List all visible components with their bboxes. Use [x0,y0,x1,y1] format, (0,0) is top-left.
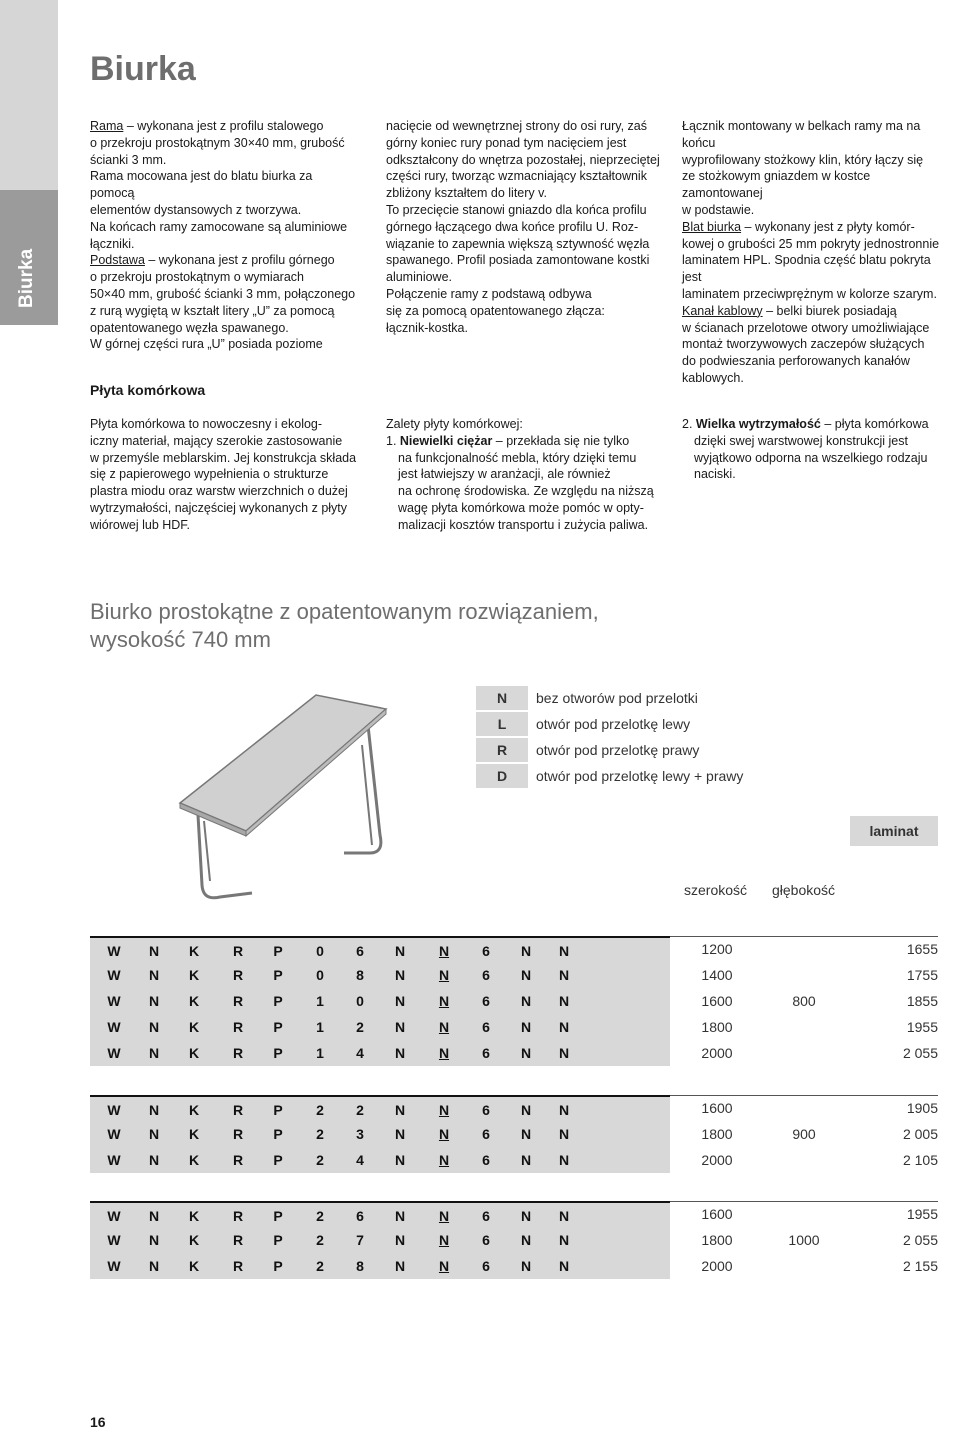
text-line: nacięcie od wewnętrznej strony do osi rury, zaś [386,119,647,133]
code-cell: N [394,1258,406,1274]
code-cell: W [107,1019,121,1035]
legend-code: D [476,764,528,788]
code-cell: W [107,1126,121,1142]
text-line: To przecięcie stanowi gniazdo dla końca profilu [386,202,647,217]
text-line: wiązanie to zapewnia większą sztywność węzła [386,236,650,251]
code-cell: K [188,1102,200,1118]
code-cells [90,1040,670,1066]
code-cell: N [558,1019,570,1035]
text-line: 50×40 mm, grubość ścianki 3 mm, połączonego [90,286,356,301]
code-cell: N [394,1126,406,1142]
text-line: laminatem HPL. Spodnia część blatu pokryta jest [682,253,931,285]
code-cell: N [558,993,570,1009]
legend-code: N [476,686,528,710]
legend-desc: otwór pod przelotkę prawy [536,742,700,758]
code-cell: 6 [482,1232,490,1248]
code-cell: N [438,1258,450,1274]
code-cell: P [273,1258,283,1274]
width-value: 1800 [701,1232,733,1248]
legend-desc: otwór pod przelotkę lewy [536,716,691,732]
code-cell: N [558,967,570,983]
text-line: Łącznik montowany w belkach ramy ma na końcu [682,119,921,150]
code-cell: 2 [356,1102,364,1118]
text-line: wyprofilowany stożkowy klin, który łączy się [682,152,924,167]
code-cell: W [107,1232,121,1248]
code-cell: N [438,1152,450,1168]
text-line: wytrzymałości, najczęściej wykonanych z płyty [90,500,348,515]
code-cell: 6 [482,967,490,983]
table-row [90,1014,938,1040]
code-cell: P [273,993,283,1009]
laminat-value: 2 105 [902,1152,938,1168]
section-heading-plyta: Płyta komórkowa [90,382,206,398]
width-value: 1200 [701,941,733,957]
text-line: na funkcjonalność mebla, który dzięki temu [398,450,637,465]
code-cell: N [558,1208,570,1224]
code-cell: 6 [482,1258,490,1274]
desk-illustration [140,685,400,915]
text-line: się za pomocą opatentowanego złącza: [386,303,605,318]
depth-value: 800 [792,993,816,1009]
code-cell: N [438,967,450,983]
text-line: wyjątkowo odporna na wszelkiego rodzaju [694,450,928,465]
text-line: Zalety płyty komórkowej: [386,417,523,431]
text-line: o przekroju prostokątnym 30×40 mm, grubość [90,135,345,150]
table-row [90,962,938,988]
depth-value: 1000 [788,1232,820,1248]
code-cell: R [232,993,244,1009]
text-line: wiórowej lub HDF. [90,517,191,532]
side-tab [0,0,58,325]
code-cell: K [188,1019,200,1035]
code-cell: K [188,1208,200,1224]
text-line: Połączenie ramy z podstawą odbywa [386,286,592,301]
text-line: się z papierowego wypełnienia o strukturze [90,467,329,482]
code-cell: P [273,967,283,983]
code-cell: N [520,1126,532,1142]
code-cell: W [107,943,121,959]
code-cell: 6 [482,1102,490,1118]
code-cell: N [394,1019,406,1035]
podstawa-term: Podstawa [90,253,145,268]
text-line: plastra miodu oraz warstw wierzchnich o dużej [90,484,348,499]
code-cell: W [107,993,121,1009]
code-cell: 1 [316,1045,324,1061]
code-cell: 6 [482,943,490,959]
header-glebokosc: głębokość [772,882,836,898]
text-line: Na końcach ramy zamocowane są aluminiowe [90,219,348,234]
code-cell: N [148,1208,160,1224]
code-cells [90,988,670,1014]
legend-item [476,712,776,736]
depth-value: 900 [792,1126,816,1142]
item1-text: – przekłada się nie tylko [492,433,630,448]
header-szerokosc: szerokość [684,882,748,898]
code-cell: N [558,943,570,959]
code-cell: N [520,993,532,1009]
text-line: malizacji kosztów transportu i zużycia paliwa. [398,517,649,532]
header-laminat: laminat [850,816,938,846]
text-line: elementów dystansowych z tworzywa. [90,202,302,217]
code-cell: N [520,967,532,983]
code-cell: N [558,1258,570,1274]
legend-item [476,686,776,710]
text-line: ścianki 3 mm. [90,152,167,167]
table-row [90,936,938,962]
text-line: zbliżony kształtem do litery v. [386,186,547,201]
code-cell: N [520,1208,532,1224]
code-cell: 2 [316,1126,324,1142]
width-value: 1800 [701,1019,733,1035]
code-cell: N [394,1232,406,1248]
code-cell: R [232,1258,244,1274]
table-row [90,1040,938,1066]
plyta-column-3 [682,416,952,483]
text-line: wagę płyta komórkowa może pomóc w opty- [398,500,644,515]
laminat-value: 1955 [906,1206,938,1222]
plyta-column-2 [386,416,666,534]
code-cell: R [232,1102,244,1118]
code-cell: N [394,1152,406,1168]
code-cell: K [188,1258,200,1274]
code-cell: 4 [356,1045,364,1061]
table-row [90,1253,938,1279]
kanal-text: – belki biurek posiadają [762,303,897,318]
code-cell: K [188,1126,200,1142]
code-cell: R [232,1019,244,1035]
rama-text: – wykonana jest z profilu stalowego [123,119,324,133]
code-cell: N [558,1152,570,1168]
text-line: z rurą wygiętą w kształt litery „U” za pomocą [90,303,335,318]
code-cells [90,1201,670,1227]
laminat-value: 1955 [906,1019,938,1035]
code-cell: 2 [316,1152,324,1168]
code-cell: N [148,967,160,983]
side-tab-label: Biurka [16,248,37,308]
text-line: odkształcony do wnętrza pozostałej, nieprzeciętej [386,152,660,167]
code-cell: K [188,967,200,983]
product-title-line-2: wysokość 740 mm [90,627,271,652]
code-cell: N [438,993,450,1009]
text-line: na ochronę środowiska. Ze względu na niższą [398,484,654,499]
code-cell: N [520,943,532,959]
text-line: górny koniec rury ponad tym nacięciem jest [386,135,627,150]
code-cell: K [188,1232,200,1248]
item2-text: – płyta komórkowa [820,417,929,431]
text-line: kablowych. [682,370,744,385]
code-cell: N [558,1232,570,1248]
intro-column-3 [682,118,952,387]
list-number: 2. [682,417,696,431]
code-cell: N [438,1019,450,1035]
text-line: iczny materiał, mający szerokie zastosowanie [90,433,343,448]
width-value: 1400 [701,967,733,983]
code-cell: N [558,1126,570,1142]
table-row [90,1147,938,1173]
code-cell: N [520,1045,532,1061]
code-cell: N [438,1232,450,1248]
code-cell: 7 [356,1232,364,1248]
width-value: 1600 [701,1206,733,1222]
podstawa-text: – wykonana jest z profilu górnego [144,253,335,268]
code-cell: N [148,1152,160,1168]
code-cell: P [273,1126,283,1142]
legend-desc: bez otworów pod przelotki [536,690,698,706]
code-cell: W [107,1258,121,1274]
text-line: o przekroju prostokątnym o wymiarach [90,270,304,285]
laminat-value: 2 155 [902,1258,938,1274]
width-value: 1600 [701,1100,733,1116]
code-cell: 6 [356,1208,364,1224]
table-row [90,1095,938,1121]
code-cell: W [107,967,121,983]
code-cell: 6 [356,943,364,959]
text-line: górnego łączącego dwa końce profilu U. Roz- [386,219,639,234]
legend-code: L [476,712,528,736]
text-line: montaż tworzywowych zaczepów służących [682,337,925,352]
code-cell: N [438,1208,450,1224]
code-cells [90,1121,670,1147]
code-cell: 2 [316,1208,324,1224]
width-value: 1800 [701,1126,733,1142]
code-cell: P [273,1232,283,1248]
text-line: W górnej części rura „U” posiada poziome [90,337,323,352]
code-cell: 2 [316,1258,324,1274]
code-cell: N [394,1208,406,1224]
page-number: 16 [90,1414,106,1430]
code-cell: N [438,943,450,959]
code-cell: K [188,993,200,1009]
code-cell: N [148,1045,160,1061]
code-cell: 1 [316,993,324,1009]
legend-code: R [476,738,528,762]
product-table [90,1095,938,1173]
code-cell: N [148,1232,160,1248]
code-cells [90,1095,670,1121]
item2-body [682,433,952,483]
width-value: 2000 [701,1152,733,1168]
code-cell: N [148,1019,160,1035]
code-cell: 6 [482,1019,490,1035]
code-cell: N [438,1045,450,1061]
text-line: części rury, tworząc wzmacniający kształtownik [386,169,647,184]
code-cell: P [273,943,283,959]
kanal-term: Kanał kablowy [682,303,763,318]
text-line: aluminiowe. [386,270,453,285]
legend-item [476,738,776,762]
code-cell: R [232,1045,244,1061]
code-cell: 2 [356,1019,364,1035]
code-cell: 0 [356,993,364,1009]
code-cell: 6 [482,1126,490,1142]
intro-column-2 [386,118,666,336]
code-cell: K [188,1152,200,1168]
desk-top [180,695,386,831]
item2-term: Wielka wytrzymałość [695,417,821,431]
code-cell: 0 [316,967,324,983]
code-cell: K [188,1045,200,1061]
blat-text: – wykonany jest z płyty komór- [741,219,915,234]
legend-item [476,764,776,788]
code-cell: N [520,1152,532,1168]
code-cell: P [273,1208,283,1224]
code-cell: R [232,943,244,959]
code-cell: R [232,1232,244,1248]
legend-desc: otwór pod przelotkę lewy + prawy [536,768,744,784]
product-title [90,598,599,654]
text-line: laminatem przeciwprężnym w kolorze szarym. [682,286,937,301]
code-cell: N [394,1102,406,1118]
laminat-value: 2 055 [902,1045,938,1061]
code-cell: N [148,993,160,1009]
code-cell: 3 [356,1126,364,1142]
laminat-value: 1655 [906,941,938,957]
code-cell: P [273,1102,283,1118]
code-cell: N [148,1126,160,1142]
code-cell: 2 [316,1232,324,1248]
laminat-value: 1855 [906,993,938,1009]
text-line: Rama mocowana jest do blatu biurka za pomocą [90,169,313,201]
text-line: opatentowanego węzła spawanego. [90,320,289,335]
item1-term: Niewielki ciężar [399,433,493,448]
code-cell: N [558,1102,570,1118]
text-line: w ścianach przelotowe otwory umożliwiające [682,320,930,335]
code-cell: N [558,1045,570,1061]
plyta-column-1 [90,416,370,534]
code-cell: P [273,1019,283,1035]
code-cell: N [520,1019,532,1035]
code-cells [90,1147,670,1173]
text-line: w podstawie. [682,202,755,217]
page-title: Biurka [90,50,196,88]
product-table [90,1201,938,1279]
code-cell: N [438,1102,450,1118]
code-cells [90,936,670,962]
code-cell: R [232,1208,244,1224]
text-line: spawanego. Profil posiada zamontowane kostki [386,253,650,268]
code-cell: R [232,1152,244,1168]
code-cells [90,962,670,988]
width-value: 1600 [701,993,733,1009]
code-cell: 6 [482,993,490,1009]
laminat-value: 2 005 [902,1126,938,1142]
laminat-value: 1755 [906,967,938,983]
code-cell: W [107,1208,121,1224]
code-cell: 0 [316,943,324,959]
code-cell: R [232,1126,244,1142]
desk-leg-front-inner [204,821,210,881]
code-cells [90,1227,670,1253]
code-cell: P [273,1045,283,1061]
item1-body [386,450,666,534]
laminat-value: 1905 [906,1100,938,1116]
code-cell: R [232,967,244,983]
code-cell: 8 [356,967,364,983]
text-line: jest łatwiejszy w aranżacji, ale również [398,467,611,482]
code-cell: N [148,1102,160,1118]
text-line: ze stożkowym gniazdem w kostce zamontowanej [682,169,871,201]
code-cell: N [394,943,406,959]
code-cell: W [107,1102,121,1118]
width-value: 2000 [701,1258,733,1274]
intro-column-1 [90,118,360,353]
code-cell: 4 [356,1152,364,1168]
text-line: w przemyśle meblarskim. Jej konstrukcja składa [90,450,357,465]
text-line: dzięki swej warstwowej konstrukcji jest [694,433,908,448]
code-cell: N [520,1232,532,1248]
code-cell: N [394,993,406,1009]
rama-term: Rama [90,119,124,133]
code-cell: 6 [482,1152,490,1168]
text-line: do podwieszania perforowanych kanałów [682,354,910,369]
code-cell: P [273,1152,283,1168]
code-cell: W [107,1045,121,1061]
code-cell: K [188,943,200,959]
text-line: Płyta komórkowa to nowoczesny i ekolog- [90,417,323,431]
code-cells [90,1014,670,1040]
code-cell: 6 [482,1045,490,1061]
list-number: 1. [386,433,400,448]
text-line: łącznik-kostka. [386,320,468,335]
code-cell: 8 [356,1258,364,1274]
width-value: 2000 [701,1045,733,1061]
code-cell: 2 [316,1102,324,1118]
code-cell: N [520,1102,532,1118]
product-title-line-1: Biurko prostokątne z opatentowanym rozwiązaniem, [90,599,599,624]
code-cell: N [148,1258,160,1274]
text-line: naciski. [694,467,736,482]
code-cells [90,1253,670,1279]
code-cell: N [438,1126,450,1142]
code-cell: N [394,1045,406,1061]
blat-term: Blat biurka [682,219,742,234]
product-table [90,936,938,1066]
table-row [90,1201,938,1227]
laminat-value: 2 055 [902,1232,938,1248]
code-cell: W [107,1152,121,1168]
code-cell: N [520,1258,532,1274]
code-cell: 1 [316,1019,324,1035]
text-line: kowej o grubości 25 mm pokryty jednostronnie [682,236,940,251]
code-cell: N [394,967,406,983]
code-cell: N [148,943,160,959]
code-cell: 6 [482,1208,490,1224]
text-line: łączniki. [90,236,135,251]
